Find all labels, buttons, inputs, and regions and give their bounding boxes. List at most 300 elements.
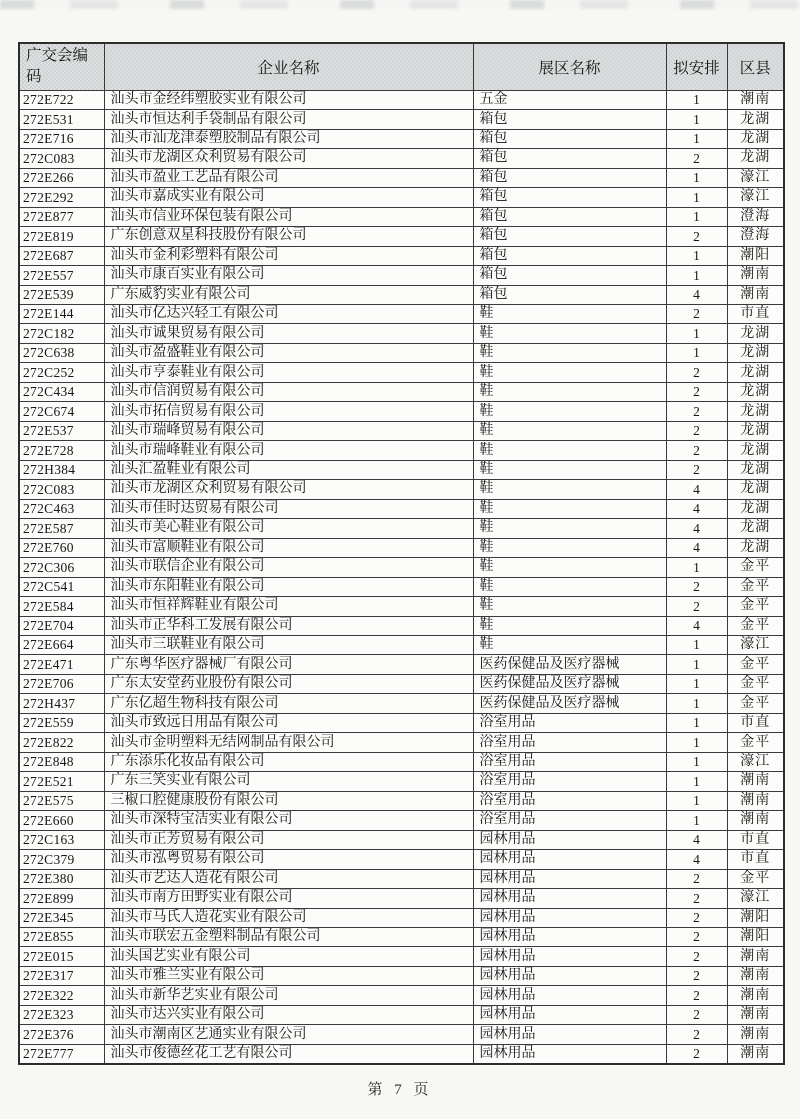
cell-qty: 1 <box>666 674 727 693</box>
cell-qty: 2 <box>666 869 727 888</box>
cell-zone: 浴室用品 <box>473 772 666 791</box>
cell-qty: 1 <box>666 752 727 771</box>
cell-company: 广东亿超生物科技有限公司 <box>104 694 473 713</box>
cell-zone: 箱包 <box>473 246 666 265</box>
cell-company: 汕头市亿达兴轻工有限公司 <box>104 305 473 324</box>
cell-code: 272E822 <box>19 733 104 752</box>
cell-zone: 浴室用品 <box>473 752 666 771</box>
cell-qty: 1 <box>666 655 727 674</box>
cell-code: 272E559 <box>19 713 104 732</box>
cell-code: 272E539 <box>19 285 104 304</box>
cell-company: 汕头市俊德丝花工艺有限公司 <box>104 1044 473 1063</box>
cell-zone: 鞋 <box>473 577 666 596</box>
cell-qty: 1 <box>666 694 727 713</box>
cell-code: 272E376 <box>19 1025 104 1044</box>
cell-district: 龙湖 <box>727 382 784 401</box>
cell-qty: 2 <box>666 402 727 421</box>
cell-zone: 箱包 <box>473 285 666 304</box>
cell-zone: 医药保健品及医疗器械 <box>473 694 666 713</box>
scan-noise-band <box>0 0 800 9</box>
table-row <box>19 928 784 947</box>
cell-district: 龙湖 <box>727 519 784 538</box>
cell-zone: 箱包 <box>473 207 666 226</box>
table-row <box>19 635 784 654</box>
cell-code: 272E722 <box>19 90 104 109</box>
table-row <box>19 869 784 888</box>
col-header-fair-code: 广交会编码 <box>19 43 104 90</box>
table-row <box>19 188 784 207</box>
cell-company: 广东创意双星科技股份有限公司 <box>104 227 473 246</box>
cell-code: 272E557 <box>19 266 104 285</box>
page-number: 第 7 页 <box>367 1082 433 1098</box>
cell-district: 市直 <box>727 830 784 849</box>
table-row <box>19 227 784 246</box>
cell-district: 金平 <box>727 577 784 596</box>
cell-district: 潮南 <box>727 811 784 830</box>
table-row <box>19 1044 784 1063</box>
cell-district: 龙湖 <box>727 538 784 557</box>
table-row <box>19 207 784 226</box>
cell-code: 272E855 <box>19 928 104 947</box>
cell-code: 272C252 <box>19 363 104 382</box>
cell-zone: 箱包 <box>473 168 666 187</box>
cell-company: 汕头市盈业工艺品有限公司 <box>104 168 473 187</box>
cell-qty: 1 <box>666 110 727 129</box>
cell-company: 广东三笑实业有限公司 <box>104 772 473 791</box>
table-row <box>19 305 784 324</box>
cell-company: 广东威豹实业有限公司 <box>104 285 473 304</box>
cell-zone: 园林用品 <box>473 908 666 927</box>
cell-qty: 2 <box>666 305 727 324</box>
table-row <box>19 772 784 791</box>
cell-code: 272E716 <box>19 129 104 148</box>
cell-zone: 浴室用品 <box>473 791 666 810</box>
cell-district: 金平 <box>727 733 784 752</box>
table-row <box>19 1025 784 1044</box>
cell-company: 汕头市龙湖区众利贸易有限公司 <box>104 149 473 168</box>
table-row <box>19 811 784 830</box>
table-row <box>19 597 784 616</box>
cell-company: 汕头市佳时达贸易有限公司 <box>104 499 473 518</box>
cell-zone: 鞋 <box>473 597 666 616</box>
table-row <box>19 129 784 148</box>
cell-qty: 2 <box>666 928 727 947</box>
cell-company: 汕头市嘉成实业有限公司 <box>104 188 473 207</box>
cell-qty: 1 <box>666 343 727 362</box>
cell-district: 市直 <box>727 305 784 324</box>
cell-code: 272E706 <box>19 674 104 693</box>
cell-code: 272E664 <box>19 635 104 654</box>
cell-qty: 2 <box>666 577 727 596</box>
cell-district: 潮阳 <box>727 246 784 265</box>
table-row <box>19 421 784 440</box>
cell-qty: 2 <box>666 227 727 246</box>
cell-qty: 1 <box>666 324 727 343</box>
cell-zone: 箱包 <box>473 227 666 246</box>
cell-company: 广东太安堂药业股份有限公司 <box>104 674 473 693</box>
table-row <box>19 947 784 966</box>
cell-code: 272E877 <box>19 207 104 226</box>
cell-zone: 园林用品 <box>473 928 666 947</box>
cell-code: 272E899 <box>19 889 104 908</box>
cell-qty: 4 <box>666 499 727 518</box>
cell-zone: 鞋 <box>473 480 666 499</box>
cell-company: 汕头市深特宝洁实业有限公司 <box>104 811 473 830</box>
table-row <box>19 266 784 285</box>
cell-zone: 箱包 <box>473 110 666 129</box>
cell-zone: 五金 <box>473 90 666 109</box>
cell-company: 汕头市联宏五金塑料制品有限公司 <box>104 928 473 947</box>
cell-zone: 浴室用品 <box>473 811 666 830</box>
col-header-company-name: 企业名称 <box>104 43 473 90</box>
cell-district: 濠江 <box>727 168 784 187</box>
cell-code: 272E322 <box>19 986 104 1005</box>
cell-qty: 2 <box>666 966 727 985</box>
cell-company: 汕头市瑞峰鞋业有限公司 <box>104 441 473 460</box>
table-body <box>19 90 784 1063</box>
table-row <box>19 694 784 713</box>
cell-company: 三椒口腔健康股份有限公司 <box>104 791 473 810</box>
cell-code: 272E266 <box>19 168 104 187</box>
table-row <box>19 460 784 479</box>
cell-qty: 2 <box>666 441 727 460</box>
cell-district: 龙湖 <box>727 480 784 499</box>
cell-district: 龙湖 <box>727 149 784 168</box>
table-row <box>19 850 784 869</box>
cell-qty: 1 <box>666 558 727 577</box>
table-row <box>19 713 784 732</box>
cell-code: 272C541 <box>19 577 104 596</box>
cell-zone: 鞋 <box>473 499 666 518</box>
cell-company: 广东粤华医疗器械厂有限公司 <box>104 655 473 674</box>
cell-district: 濠江 <box>727 752 784 771</box>
cell-qty: 4 <box>666 830 727 849</box>
table-row <box>19 1005 784 1024</box>
cell-qty: 4 <box>666 285 727 304</box>
cell-company: 汕头市致远日用品有限公司 <box>104 713 473 732</box>
table-row <box>19 674 784 693</box>
table-row <box>19 830 784 849</box>
cell-company: 汕头汇盈鞋业有限公司 <box>104 460 473 479</box>
table-row <box>19 382 784 401</box>
cell-district: 潮南 <box>727 986 784 1005</box>
cell-zone: 鞋 <box>473 402 666 421</box>
cell-company: 汕头市康百实业有限公司 <box>104 266 473 285</box>
cell-code: 272E292 <box>19 188 104 207</box>
cell-district: 潮南 <box>727 966 784 985</box>
cell-district: 潮阳 <box>727 928 784 947</box>
cell-zone: 园林用品 <box>473 1044 666 1063</box>
cell-company: 汕头市美心鞋业有限公司 <box>104 519 473 538</box>
cell-zone: 医药保健品及医疗器械 <box>473 674 666 693</box>
cell-code: 272E144 <box>19 305 104 324</box>
cell-code: 272E704 <box>19 616 104 635</box>
cell-district: 濠江 <box>727 635 784 654</box>
cell-code: 272E521 <box>19 772 104 791</box>
cell-company: 汕头市新华艺实业有限公司 <box>104 986 473 1005</box>
cell-qty: 2 <box>666 597 727 616</box>
cell-company: 汕头市潮南区艺通实业有限公司 <box>104 1025 473 1044</box>
cell-qty: 4 <box>666 616 727 635</box>
cell-qty: 1 <box>666 129 727 148</box>
cell-zone: 浴室用品 <box>473 733 666 752</box>
cell-code: 272C434 <box>19 382 104 401</box>
cell-code: 272H437 <box>19 694 104 713</box>
header-row <box>19 43 784 90</box>
cell-zone: 箱包 <box>473 149 666 168</box>
cell-zone: 鞋 <box>473 421 666 440</box>
cell-code: 272E345 <box>19 908 104 927</box>
table-row <box>19 577 784 596</box>
table-row <box>19 791 784 810</box>
cell-code: 272E777 <box>19 1044 104 1063</box>
table-row <box>19 889 784 908</box>
cell-zone: 箱包 <box>473 129 666 148</box>
cell-company: 汕头市雅兰实业有限公司 <box>104 966 473 985</box>
cell-company: 汕头市艺达人造花有限公司 <box>104 869 473 888</box>
cell-company: 汕头市汕龙津泰塑胶制品有限公司 <box>104 129 473 148</box>
table-row <box>19 558 784 577</box>
cell-company: 汕头市龙湖区众利贸易有限公司 <box>104 480 473 499</box>
table-row <box>19 402 784 421</box>
cell-company: 汕头市马氏人造花实业有限公司 <box>104 908 473 927</box>
cell-code: 272C674 <box>19 402 104 421</box>
cell-company: 汕头市东阳鞋业有限公司 <box>104 577 473 596</box>
cell-company: 汕头市金利彩塑料有限公司 <box>104 246 473 265</box>
cell-qty: 2 <box>666 889 727 908</box>
table-row <box>19 616 784 635</box>
table-row <box>19 110 784 129</box>
table-row <box>19 324 784 343</box>
cell-district: 金平 <box>727 694 784 713</box>
cell-zone: 鞋 <box>473 558 666 577</box>
cell-district: 龙湖 <box>727 441 784 460</box>
cell-qty: 2 <box>666 947 727 966</box>
table-row <box>19 908 784 927</box>
cell-district: 潮南 <box>727 947 784 966</box>
cell-qty: 1 <box>666 90 727 109</box>
cell-qty: 1 <box>666 811 727 830</box>
cell-zone: 鞋 <box>473 441 666 460</box>
cell-district: 市直 <box>727 713 784 732</box>
table-row <box>19 499 784 518</box>
table-row <box>19 363 784 382</box>
cell-district: 金平 <box>727 558 784 577</box>
col-header-planned-count: 拟安排 <box>666 43 727 90</box>
cell-qty: 1 <box>666 207 727 226</box>
cell-qty: 2 <box>666 1044 727 1063</box>
cell-zone: 园林用品 <box>473 966 666 985</box>
cell-district: 潮南 <box>727 285 784 304</box>
cell-district: 金平 <box>727 655 784 674</box>
cell-zone: 园林用品 <box>473 986 666 1005</box>
table-row <box>19 519 784 538</box>
col-header-district: 区县 <box>727 43 784 90</box>
cell-code: 272E323 <box>19 1005 104 1024</box>
cell-qty: 1 <box>666 188 727 207</box>
table-row <box>19 90 784 109</box>
cell-zone: 鞋 <box>473 343 666 362</box>
table-row <box>19 752 784 771</box>
cell-code: 272E380 <box>19 869 104 888</box>
cell-company: 汕头市信润贸易有限公司 <box>104 382 473 401</box>
cell-district: 潮南 <box>727 1025 784 1044</box>
cell-code: 272C182 <box>19 324 104 343</box>
cell-company: 汕头市盈盛鞋业有限公司 <box>104 343 473 362</box>
cell-qty: 1 <box>666 733 727 752</box>
cell-code: 272E587 <box>19 519 104 538</box>
cell-qty: 2 <box>666 908 727 927</box>
cell-code: 272E660 <box>19 811 104 830</box>
cell-zone: 箱包 <box>473 188 666 207</box>
table-row <box>19 655 784 674</box>
cell-code: 272E471 <box>19 655 104 674</box>
cell-code: 272E848 <box>19 752 104 771</box>
col-header-zone-name: 展区名称 <box>473 43 666 90</box>
cell-zone: 园林用品 <box>473 1025 666 1044</box>
cell-zone: 鞋 <box>473 538 666 557</box>
cell-qty: 1 <box>666 772 727 791</box>
cell-company: 汕头市联信企业有限公司 <box>104 558 473 577</box>
cell-zone: 鞋 <box>473 363 666 382</box>
cell-qty: 2 <box>666 149 727 168</box>
cell-district: 澄海 <box>727 207 784 226</box>
cell-qty: 2 <box>666 363 727 382</box>
cell-code: 272E819 <box>19 227 104 246</box>
cell-company: 汕头市达兴实业有限公司 <box>104 1005 473 1024</box>
cell-company: 汕头市信业环保包装有限公司 <box>104 207 473 226</box>
cell-company: 汕头市金明塑料无结网制品有限公司 <box>104 733 473 752</box>
cell-code: 272E531 <box>19 110 104 129</box>
cell-zone: 鞋 <box>473 519 666 538</box>
cell-zone: 箱包 <box>473 266 666 285</box>
cell-company: 汕头市富顺鞋业有限公司 <box>104 538 473 557</box>
cell-zone: 鞋 <box>473 324 666 343</box>
cell-company: 汕头市正芳贸易有限公司 <box>104 830 473 849</box>
cell-code: 272E317 <box>19 966 104 985</box>
cell-zone: 鞋 <box>473 382 666 401</box>
cell-qty: 4 <box>666 519 727 538</box>
cell-district: 龙湖 <box>727 363 784 382</box>
cell-qty: 4 <box>666 538 727 557</box>
cell-qty: 2 <box>666 421 727 440</box>
cell-qty: 2 <box>666 382 727 401</box>
cell-code: 272C163 <box>19 830 104 849</box>
cell-zone: 医药保健品及医疗器械 <box>473 655 666 674</box>
cell-qty: 4 <box>666 480 727 499</box>
cell-district: 市直 <box>727 850 784 869</box>
cell-qty: 1 <box>666 791 727 810</box>
cell-qty: 2 <box>666 1025 727 1044</box>
cell-district: 龙湖 <box>727 129 784 148</box>
cell-company: 汕头市拓信贸易有限公司 <box>104 402 473 421</box>
cell-district: 潮南 <box>727 772 784 791</box>
cell-company: 汕头市诚果贸易有限公司 <box>104 324 473 343</box>
cell-code: 272E728 <box>19 441 104 460</box>
cell-company: 广东添乐化妆品有限公司 <box>104 752 473 771</box>
table-row <box>19 538 784 557</box>
table-row <box>19 480 784 499</box>
cell-district: 龙湖 <box>727 402 784 421</box>
cell-code: 272C638 <box>19 343 104 362</box>
cell-code: 272E760 <box>19 538 104 557</box>
cell-district: 金平 <box>727 616 784 635</box>
cell-district: 龙湖 <box>727 324 784 343</box>
cell-qty: 1 <box>666 635 727 654</box>
cell-code: 272C463 <box>19 499 104 518</box>
cell-qty: 1 <box>666 713 727 732</box>
cell-district: 金平 <box>727 597 784 616</box>
cell-qty: 1 <box>666 266 727 285</box>
cell-zone: 鞋 <box>473 305 666 324</box>
cell-company: 汕头市恒达利手袋制品有限公司 <box>104 110 473 129</box>
table-row <box>19 441 784 460</box>
cell-zone: 园林用品 <box>473 869 666 888</box>
cell-zone: 鞋 <box>473 460 666 479</box>
cell-district: 龙湖 <box>727 110 784 129</box>
cell-company: 汕头市瑞峰贸易有限公司 <box>104 421 473 440</box>
cell-code: 272E575 <box>19 791 104 810</box>
cell-district: 潮南 <box>727 1005 784 1024</box>
cell-zone: 园林用品 <box>473 830 666 849</box>
cell-company: 汕头市三联鞋业有限公司 <box>104 635 473 654</box>
table-row <box>19 285 784 304</box>
cell-company: 汕头市正华科工发展有限公司 <box>104 616 473 635</box>
cell-district: 龙湖 <box>727 421 784 440</box>
cell-district: 潮阳 <box>727 908 784 927</box>
cell-district: 濠江 <box>727 889 784 908</box>
cell-code: 272C379 <box>19 850 104 869</box>
cell-zone: 鞋 <box>473 616 666 635</box>
cell-code: 272E015 <box>19 947 104 966</box>
cell-company: 汕头市恒祥辉鞋业有限公司 <box>104 597 473 616</box>
cell-district: 龙湖 <box>727 460 784 479</box>
cell-company: 汕头市南方田野实业有限公司 <box>104 889 473 908</box>
table-row <box>19 149 784 168</box>
cell-qty: 1 <box>666 246 727 265</box>
cell-qty: 2 <box>666 986 727 1005</box>
table-row <box>19 733 784 752</box>
table-row <box>19 966 784 985</box>
exhibitor-table <box>18 42 785 1065</box>
cell-district: 潮南 <box>727 90 784 109</box>
cell-zone: 园林用品 <box>473 1005 666 1024</box>
cell-company: 汕头市泓粤贸易有限公司 <box>104 850 473 869</box>
cell-company: 汕头国艺实业有限公司 <box>104 947 473 966</box>
cell-company: 汕头市亨泰鞋业有限公司 <box>104 363 473 382</box>
table-row <box>19 986 784 1005</box>
cell-qty: 4 <box>666 850 727 869</box>
cell-zone: 园林用品 <box>473 889 666 908</box>
table-header <box>19 43 784 90</box>
table-row <box>19 168 784 187</box>
cell-code: 272C306 <box>19 558 104 577</box>
table-row <box>19 343 784 362</box>
cell-district: 潮南 <box>727 266 784 285</box>
cell-code: 272H384 <box>19 460 104 479</box>
cell-qty: 1 <box>666 168 727 187</box>
cell-zone: 园林用品 <box>473 850 666 869</box>
cell-company: 汕头市金经纬塑胶实业有限公司 <box>104 90 473 109</box>
cell-zone: 浴室用品 <box>473 713 666 732</box>
cell-qty: 2 <box>666 460 727 479</box>
cell-code: 272E687 <box>19 246 104 265</box>
cell-district: 金平 <box>727 869 784 888</box>
cell-zone: 鞋 <box>473 635 666 654</box>
cell-district: 濠江 <box>727 188 784 207</box>
cell-district: 潮南 <box>727 791 784 810</box>
cell-code: 272E584 <box>19 597 104 616</box>
